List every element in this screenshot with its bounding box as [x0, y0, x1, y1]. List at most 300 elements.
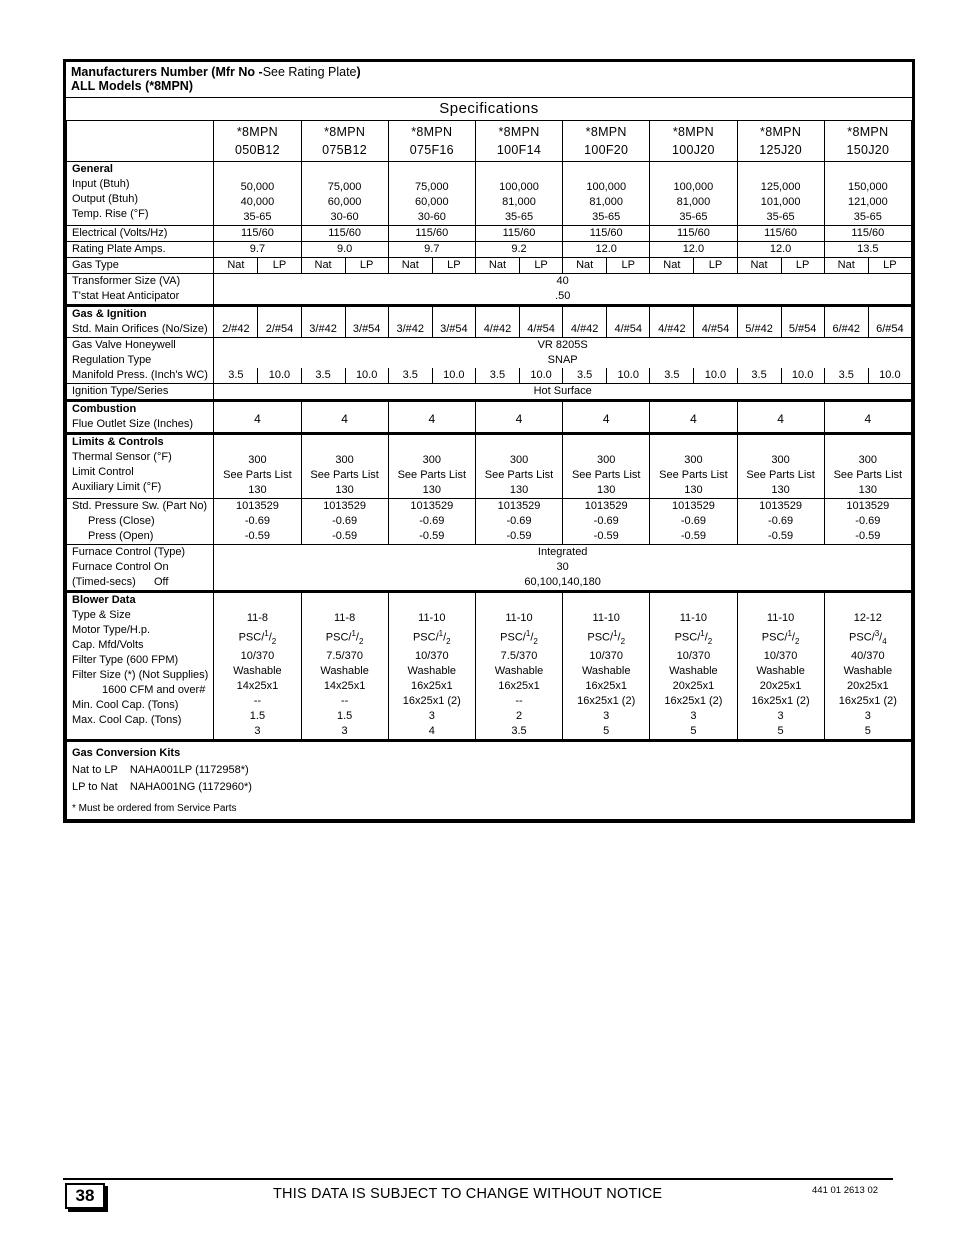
section-heading: Gas & Ignition — [72, 308, 147, 320]
gas-type-lp — [432, 258, 475, 274]
spec-value: 2/#54 — [265, 323, 294, 335]
motor-prefix: PSC/ — [849, 631, 875, 644]
row-label: Std. Pressure Sw. (Part No) — [72, 500, 208, 512]
general-values — [563, 162, 650, 226]
spec-value: -0.59 — [332, 530, 358, 542]
spec-value: -0.69 — [768, 515, 794, 527]
spec-value: 10.0 — [268, 369, 291, 381]
gas-type-label — [67, 258, 214, 274]
blower-values — [737, 592, 824, 741]
filter-type: Washable — [843, 664, 893, 677]
spec-value: 4/#42 — [483, 323, 512, 335]
manifold-nat — [737, 368, 781, 384]
spec-value: 4 — [690, 412, 697, 426]
hp-denominator: 2 — [446, 636, 451, 646]
motor-type: PSC/$^1/_2$ — [325, 629, 364, 646]
spec-value: SNAP — [547, 354, 578, 366]
furnace-control-row — [67, 545, 912, 592]
spec-sheet — [63, 59, 915, 823]
ignition-value — [214, 384, 912, 401]
row-label: Cap. Mfd/Volts — [72, 639, 144, 651]
row-label: Furnace Control (Type) — [72, 546, 186, 558]
model-code: 150J20 — [846, 143, 890, 157]
motor-type: PSC/$^1/_2$ — [412, 629, 451, 646]
spec-value: Integrated — [537, 546, 588, 558]
blower-values — [650, 592, 737, 741]
manifold-row — [67, 368, 912, 384]
spec-value: See Parts List — [397, 469, 467, 481]
section-heading: Gas Conversion Kits — [72, 746, 181, 759]
spec-value: -0.69 — [593, 515, 619, 527]
electrical-value — [563, 226, 650, 242]
manifold-nat — [824, 368, 868, 384]
model-header — [824, 121, 911, 162]
filter-size-high-cfm: 16x25x1 (2) — [577, 694, 636, 707]
spec-value: 150,000 — [847, 181, 888, 193]
spec-value: 4/#54 — [701, 323, 730, 335]
model-code: 050B12 — [234, 143, 280, 157]
flue-size-value — [650, 401, 737, 434]
electrical-value — [824, 226, 911, 242]
spec-value: 13.5 — [857, 243, 879, 255]
blower-type: 11-10 — [418, 612, 446, 624]
general-values — [388, 162, 475, 226]
spec-value: LP — [447, 259, 461, 271]
blower-type: 11-8 — [334, 612, 356, 624]
manifold-nat — [301, 368, 345, 384]
spec-value: 40 — [556, 275, 569, 287]
orifice-row — [67, 306, 912, 338]
row-label: Auxiliary Limit (°F) — [72, 481, 162, 493]
ignition-label — [67, 384, 214, 401]
motor-type: PSC/$^1/_2$ — [500, 629, 538, 646]
max-cool-cap: 5 — [603, 724, 610, 737]
blower-values — [388, 592, 475, 741]
spec-value: 125,000 — [760, 181, 801, 193]
amps-value — [214, 242, 301, 258]
combustion-row — [67, 401, 912, 434]
hp-denominator: 2 — [271, 636, 277, 646]
pressure-values — [301, 499, 388, 545]
spec-value: See Parts List — [571, 469, 641, 481]
spec-value: 121,000 — [847, 196, 888, 208]
spec-value: 300 — [684, 454, 703, 466]
spec-value: 300 — [597, 454, 616, 466]
spec-value: 3/#54 — [352, 323, 381, 335]
hp-denominator: 2 — [533, 636, 538, 646]
spec-value: 12.0 — [769, 243, 792, 255]
section-heading: Limits & Controls — [72, 436, 164, 448]
manifold-nat — [388, 368, 432, 384]
spec-value: 81,000 — [676, 196, 711, 208]
spec-value: 9.2 — [511, 243, 527, 255]
filter-size-high-cfm: -- — [253, 694, 262, 707]
electrical-value — [737, 226, 824, 242]
flue-size-value — [475, 401, 562, 434]
spec-value: Nat — [837, 259, 855, 271]
spec-value: 3.5 — [838, 369, 854, 381]
min-cool-cap: 3 — [428, 709, 435, 722]
document-number: 441 01 2613 02 — [812, 1185, 879, 1196]
filter-size: 16x25x1 — [498, 679, 540, 692]
filter-size-high-cfm: 16x25x1 (2) — [751, 694, 810, 707]
spec-value: 10.0 — [443, 369, 465, 381]
orifice-nat — [824, 306, 868, 338]
spec-value: 12.0 — [682, 243, 705, 255]
flue-size-value — [563, 401, 650, 434]
row-label: Type & Size — [72, 609, 131, 621]
row-label: Filter Type (600 FPM) — [72, 654, 179, 666]
hp-numerator: 1 — [264, 629, 269, 638]
max-cool-cap: 3 — [341, 724, 348, 737]
spec-value: 10.0 — [791, 369, 814, 381]
motor-prefix: PSC/ — [412, 631, 439, 644]
orifice-nat — [214, 306, 258, 338]
capacitor: 10/370 — [676, 649, 711, 662]
spec-value: 101,000 — [760, 196, 801, 208]
spec-value: 10.0 — [355, 369, 378, 381]
manifold-nat — [650, 368, 694, 384]
spec-value: 115/60 — [676, 227, 710, 239]
min-cool-cap: 2 — [515, 709, 523, 722]
min-cool-cap: 3 — [864, 709, 871, 722]
blower-type: 11-8 — [246, 612, 269, 624]
pressure-labels — [67, 499, 214, 545]
filter-size-high-cfm: 16x25x1 (2) — [838, 694, 897, 707]
limits-values — [214, 434, 301, 499]
blower-type: 11-10 — [766, 612, 795, 624]
row-label: Press (Close) — [88, 515, 155, 527]
row-label: Filter Size (*) (Not Supplies) — [72, 669, 209, 681]
spec-value: 60,000 — [327, 196, 362, 208]
spec-value: 2/#42 — [222, 323, 250, 335]
blower-type: 11-10 — [505, 612, 533, 624]
blower-values — [824, 592, 911, 741]
pressure-values — [563, 499, 650, 545]
header-line1: Manufacturers Number (Mfr No - — [71, 65, 263, 79]
spec-value: 3.5 — [664, 369, 680, 381]
general-values — [824, 162, 911, 226]
limits-values — [388, 434, 475, 499]
hp-denominator: 2 — [358, 636, 364, 646]
gas-type-lp — [781, 258, 824, 274]
gas-type-nat — [650, 258, 694, 274]
model-prefix: *8MPN — [760, 125, 802, 139]
pressure-values — [650, 499, 737, 545]
model-prefix: *8MPN — [236, 125, 278, 139]
amps-value — [301, 242, 388, 258]
blower-values — [475, 592, 562, 741]
model-code: 100F20 — [584, 143, 629, 157]
spec-value: -0.59 — [506, 530, 532, 542]
amps-value — [650, 242, 737, 258]
spec-value: 130 — [771, 484, 790, 496]
min-cool-cap: 3 — [690, 709, 697, 722]
blower-type: 12-12 — [853, 612, 882, 624]
model-header — [563, 121, 650, 162]
max-cool-cap: 3.5 — [511, 724, 527, 737]
orifice-nat — [301, 306, 345, 338]
filter-size: 14x25x1 — [236, 679, 279, 692]
manifold-lp — [694, 368, 737, 384]
spec-value: 4 — [777, 412, 784, 426]
gas-type-lp — [868, 258, 911, 274]
spec-value: 30-60 — [417, 211, 446, 223]
gas-type-nat — [475, 258, 519, 274]
orifice-nat — [388, 306, 432, 338]
row-label: T'stat Heat Anticipator — [72, 290, 180, 302]
capacitor: 10/370 — [414, 649, 449, 662]
filter-type: Washable — [581, 664, 631, 677]
model-prefix: *8MPN — [847, 125, 889, 139]
spec-value: 35-65 — [679, 211, 708, 223]
spec-value: 81,000 — [589, 196, 624, 208]
gas-type-nat — [214, 258, 258, 274]
max-cool-cap: 5 — [777, 724, 784, 737]
manifold-nat — [563, 368, 607, 384]
gas-type-lp — [694, 258, 737, 274]
spec-value: 35-65 — [592, 211, 621, 223]
spec-value: LP — [621, 259, 635, 271]
spec-value: 3.5 — [751, 369, 767, 381]
spec-value: 5/#54 — [788, 323, 817, 335]
row-label: Max. Cool Cap. (Tons) — [72, 714, 182, 726]
spec-value: -0.59 — [855, 530, 881, 542]
spec-value: -0.69 — [244, 515, 270, 527]
row-label: Ignition Type/Series — [72, 385, 169, 397]
filter-size: 20x25x1 — [759, 679, 802, 692]
orifice-lp — [694, 306, 737, 338]
min-cool-cap: 3 — [603, 709, 610, 722]
spec-value: 35-65 — [243, 211, 272, 223]
spec-value: 300 — [248, 454, 267, 466]
spec-value: See Parts List — [746, 469, 815, 481]
row-label: Min. Cool Cap. (Tons) — [72, 699, 179, 711]
filter-size: 16x25x1 — [585, 679, 627, 692]
specifications-table — [66, 121, 912, 820]
row-label: Gas Valve Honeywell — [72, 339, 176, 351]
model-prefix: *8MPN — [672, 125, 714, 139]
flue-size-value — [737, 401, 824, 434]
spec-value: 130 — [858, 484, 878, 496]
row-label: Press (Open) — [88, 530, 154, 542]
footer-rule — [63, 1178, 893, 1180]
capacitor: 7.5/370 — [326, 649, 363, 662]
spec-value: 30-60 — [330, 211, 359, 223]
general-values — [214, 162, 301, 226]
electrical-value — [475, 226, 562, 242]
manifold-lp — [345, 368, 388, 384]
capacitor: 7.5/370 — [500, 649, 538, 662]
conversion-row — [67, 740, 912, 819]
spec-value: 300 — [771, 454, 790, 466]
spec-value: See Parts List — [223, 469, 292, 481]
row-label: (Timed-secs) — [72, 576, 136, 588]
model-code: 100J20 — [672, 143, 715, 157]
limits-row — [67, 434, 912, 499]
hp-denominator: 2 — [707, 636, 713, 646]
amps-value — [824, 242, 911, 258]
gas-type-nat — [301, 258, 345, 274]
orifice-nat — [650, 306, 694, 338]
pressure-values — [388, 499, 475, 545]
spec-value: -0.69 — [506, 515, 532, 527]
hp-numerator: 1 — [351, 629, 356, 638]
spec-value: 35-65 — [504, 211, 534, 223]
row-label: 1600 CFM and over# — [102, 684, 206, 696]
spec-value: -0.69 — [855, 515, 881, 527]
capacitor: 40/370 — [851, 649, 885, 662]
blower-row — [67, 592, 912, 741]
spec-value: 35-65 — [853, 211, 882, 223]
spec-value: Nat — [488, 259, 507, 271]
spec-value: 81,000 — [502, 196, 536, 208]
row-label: Gas Type — [72, 259, 119, 271]
electrical-value — [650, 226, 737, 242]
orifice-lp — [607, 306, 650, 338]
combustion-labels — [67, 401, 214, 434]
row-label: Regulation Type — [72, 354, 152, 366]
blower-labels — [67, 592, 214, 741]
manufacturer-header — [66, 62, 912, 98]
row-label: Limit Control — [72, 466, 134, 478]
electrical-label — [67, 226, 214, 242]
model-prefix: *8MPN — [498, 125, 540, 139]
limits-labels — [67, 434, 214, 499]
ignition-row — [67, 384, 912, 401]
hp-denominator: 2 — [794, 636, 800, 646]
filter-type: Washable — [756, 664, 805, 677]
filter-type: Washable — [669, 664, 718, 677]
section-heading: Blower Data — [72, 594, 136, 606]
spec-value: 4/#42 — [570, 323, 599, 335]
model-code: 075F16 — [409, 143, 454, 157]
transformer-row — [67, 274, 912, 306]
amps-row — [67, 242, 912, 258]
model-header — [737, 121, 824, 162]
row-label: Transformer Size (VA) — [72, 275, 181, 287]
spec-value: See Parts List — [659, 469, 728, 481]
motor-prefix: PSC/ — [761, 631, 788, 644]
model-header-row — [67, 121, 912, 162]
gas-valve-labels — [67, 338, 214, 369]
filter-size-high-cfm: 16x25x1 (2) — [402, 694, 461, 707]
spec-value: 50,000 — [240, 181, 275, 193]
spec-value: 4 — [341, 412, 348, 426]
electrical-row — [67, 226, 912, 242]
motor-type: PSC/$^1/_2$ — [761, 629, 800, 646]
spec-value: 60,100,140,180 — [524, 576, 601, 588]
spec-value: 75,000 — [414, 181, 449, 193]
spec-value: 60,000 — [414, 196, 449, 208]
header-line2: ALL Models (*8MPN) — [71, 79, 193, 93]
spec-value: -0.59 — [768, 530, 794, 542]
hp-numerator: 1 — [787, 629, 792, 638]
row-label: Output (Btuh) — [72, 193, 139, 205]
spec-value: 130 — [684, 484, 703, 496]
spec-value: .50 — [555, 290, 571, 302]
section-heading: General — [72, 163, 113, 175]
flue-size-value — [824, 401, 911, 434]
amps-value — [388, 242, 475, 258]
spec-value: LP — [883, 259, 897, 271]
spec-value: 3.5 — [228, 369, 244, 381]
spec-value: 115/60 — [328, 227, 362, 239]
model-prefix: *8MPN — [411, 125, 453, 139]
pressure-values — [824, 499, 911, 545]
orifice-lp — [432, 306, 475, 338]
spec-value: 3/#42 — [309, 323, 337, 335]
model-header — [301, 121, 388, 162]
manifold-lp — [868, 368, 911, 384]
row-label: Temp. Rise (°F) — [72, 208, 149, 220]
spec-value: 40,000 — [240, 196, 275, 208]
spec-value: 3/#54 — [440, 323, 468, 335]
gas-type-nat — [824, 258, 868, 274]
gas-type-nat — [388, 258, 432, 274]
row-label: Thermal Sensor (°F) — [72, 451, 172, 463]
pressure-values — [475, 499, 562, 545]
spec-value: 1013529 — [584, 500, 628, 512]
filter-size: 14x25x1 — [323, 679, 366, 692]
limits-values — [824, 434, 911, 499]
spec-value: 30 — [556, 561, 569, 573]
spec-value: 6/#54 — [876, 323, 904, 335]
spec-value: -0.59 — [419, 530, 445, 542]
row-label: Flue Outlet Size (Inches) — [72, 418, 194, 430]
spec-value: 12.0 — [595, 243, 617, 255]
spec-value: 115/60 — [241, 227, 274, 239]
amps-label — [67, 242, 214, 258]
spec-value: 5/#42 — [745, 323, 773, 335]
row-label: Rating Plate Amps. — [72, 243, 166, 255]
spec-value: 10.0 — [704, 369, 727, 381]
spec-value: 1013529 — [236, 500, 279, 512]
spec-value: LP — [795, 259, 810, 271]
manifold-lp — [258, 368, 301, 384]
capacitor: 10/370 — [240, 649, 275, 662]
manifold-nat — [475, 368, 519, 384]
orifice-nat — [475, 306, 519, 338]
orifice-lp — [781, 306, 824, 338]
spec-value: 130 — [509, 484, 529, 496]
spec-value: See Parts List — [833, 469, 903, 481]
general-values — [737, 162, 824, 226]
spec-value: 1013529 — [759, 500, 802, 512]
spec-value: 1013529 — [671, 500, 715, 512]
spec-value: 75,000 — [327, 181, 362, 193]
hp-denominator: 2 — [620, 636, 626, 646]
amps-value — [737, 242, 824, 258]
limits-values — [475, 434, 562, 499]
general-values — [475, 162, 562, 226]
motor-prefix: PSC/ — [674, 631, 701, 644]
transformer-values — [214, 274, 912, 306]
gas-type-lp — [345, 258, 388, 274]
gas-valve-row — [67, 338, 912, 369]
max-cool-cap: 5 — [864, 724, 871, 737]
model-header — [214, 121, 301, 162]
spec-value: 10.0 — [879, 369, 901, 381]
model-code: 100F14 — [496, 143, 542, 157]
spec-value: 4 — [864, 412, 872, 426]
spec-value: See Parts List — [484, 469, 554, 481]
spec-value: 300 — [422, 454, 441, 466]
spec-value: 130 — [335, 484, 354, 496]
blank-cell — [67, 121, 214, 162]
gas-type-nat — [563, 258, 607, 274]
spec-value: -0.59 — [593, 530, 619, 542]
